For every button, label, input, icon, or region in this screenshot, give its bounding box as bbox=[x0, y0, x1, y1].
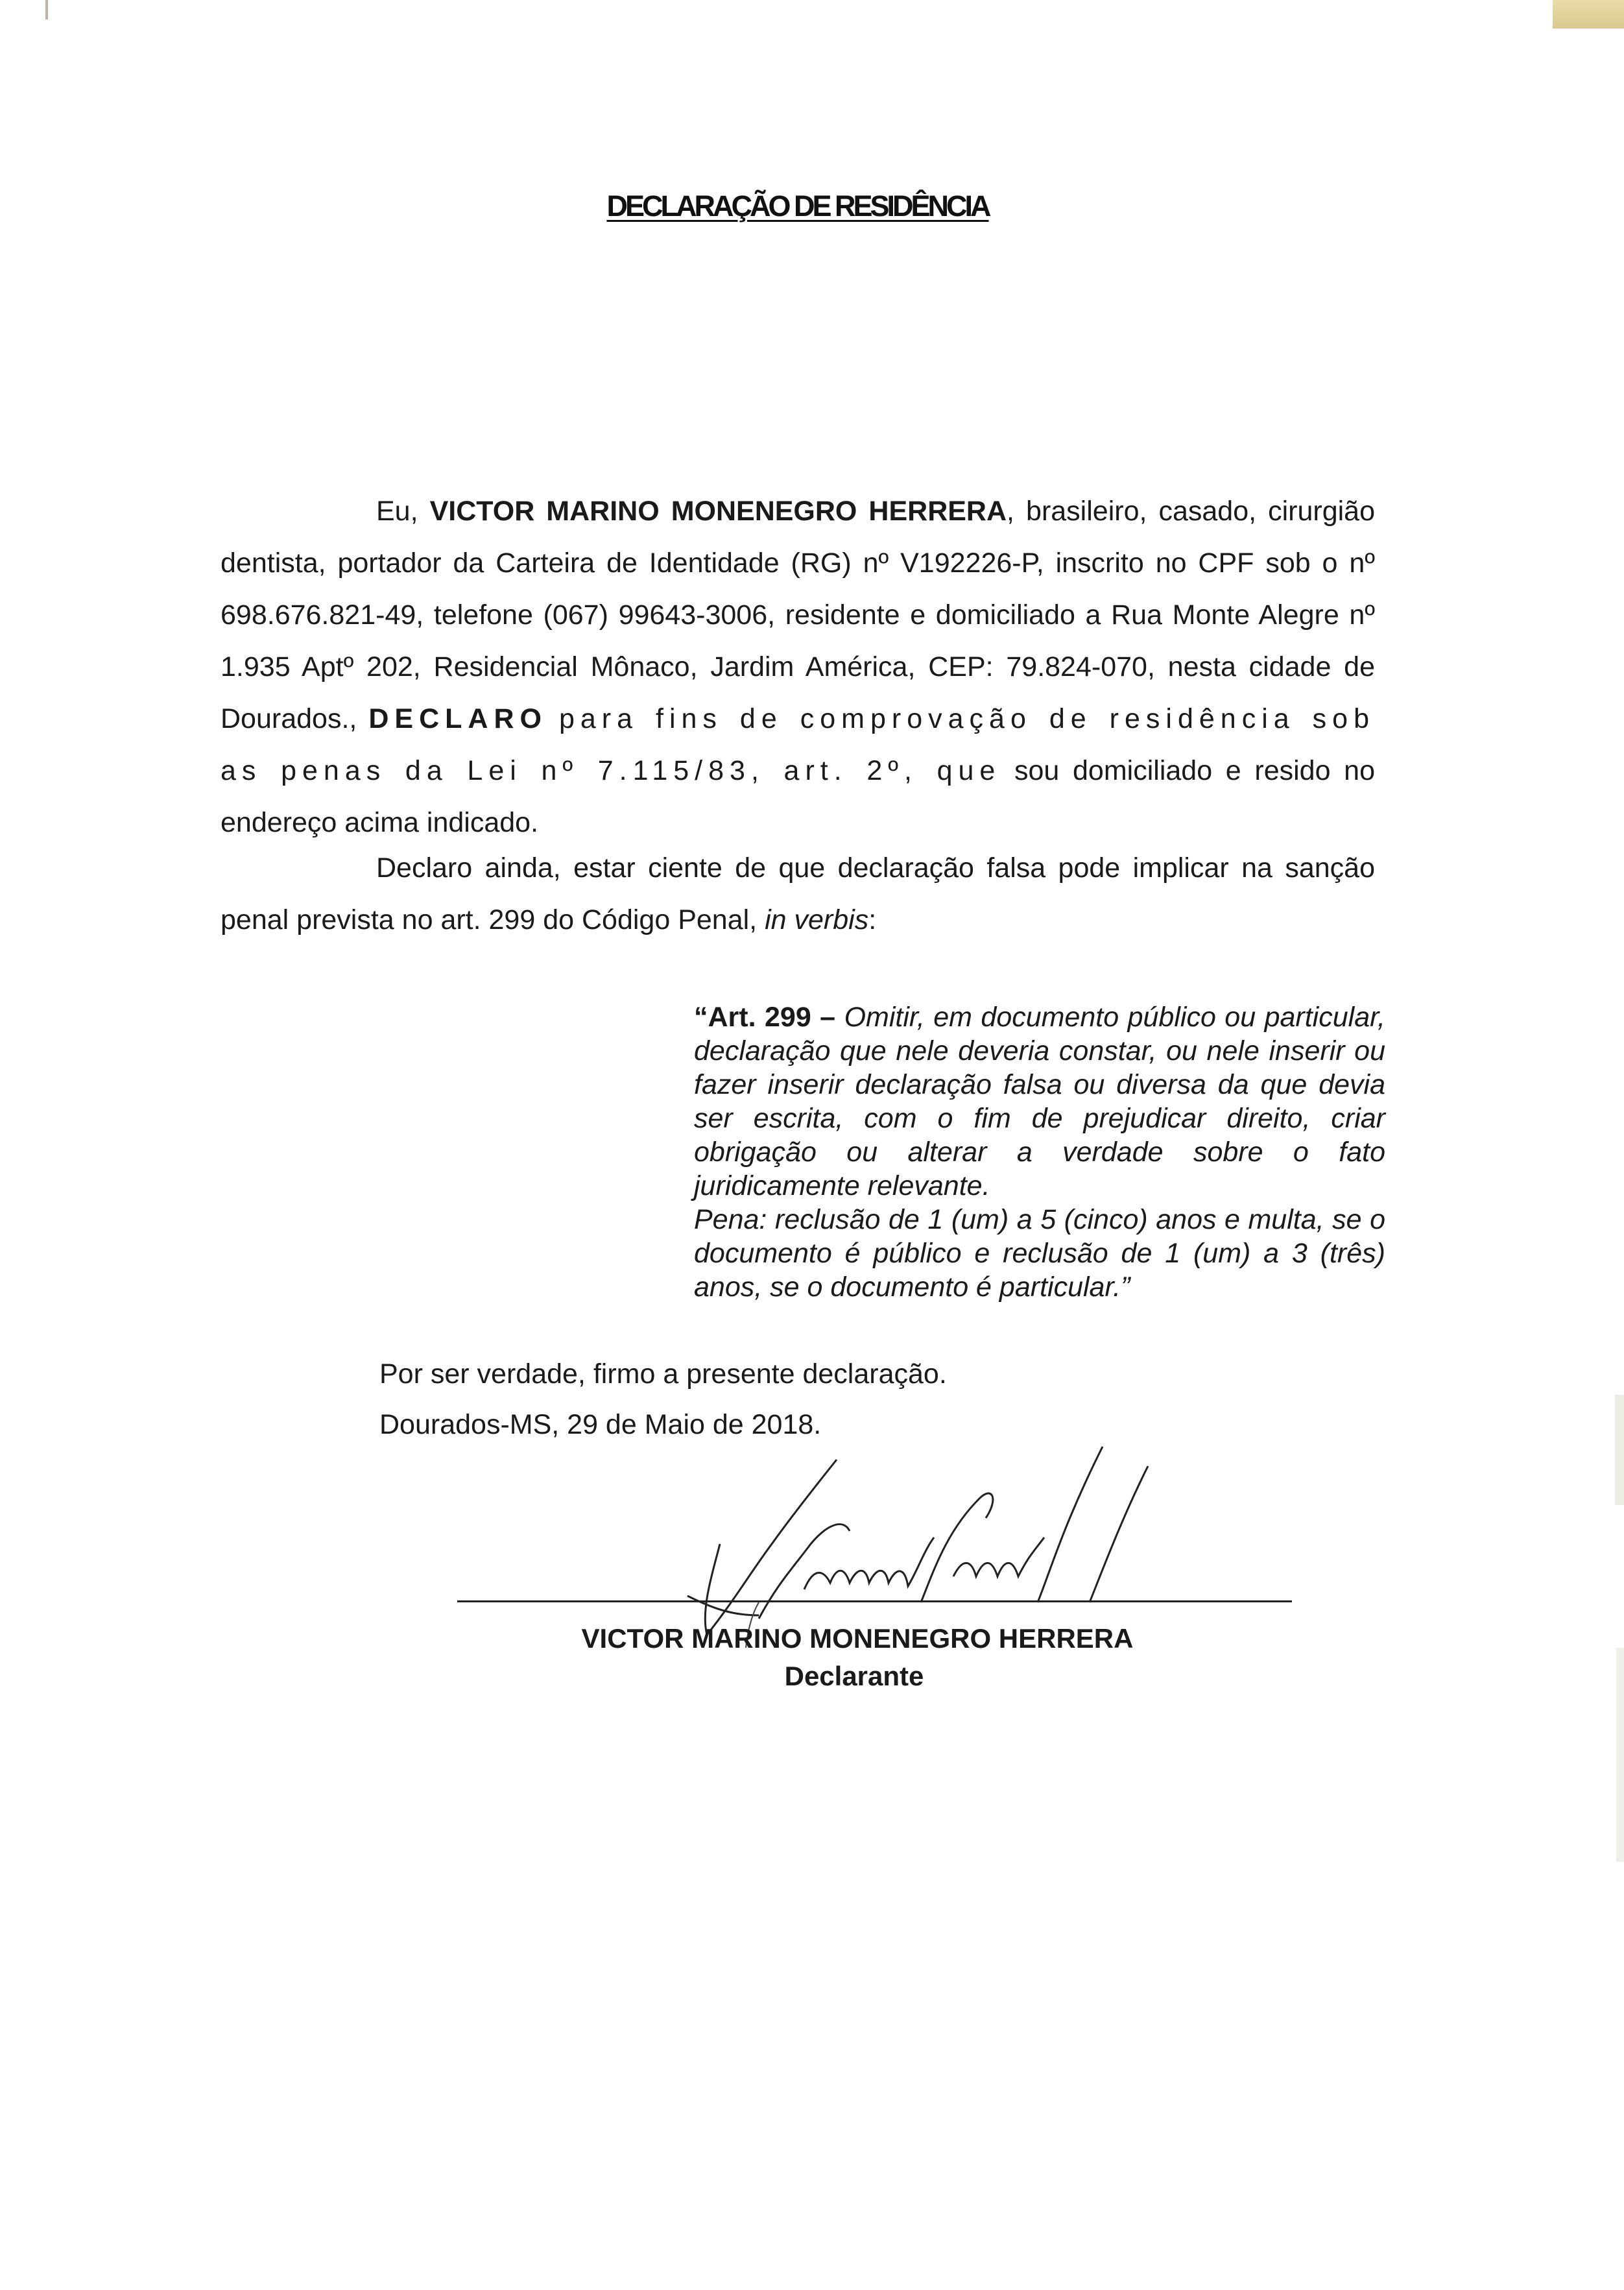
awareness-text: Declaro ainda, estar ciente de que declaração falsa pode implicar na sanção penal prevista no art. 299 do Código Penal, bbox=[221, 852, 1375, 935]
awareness-paragraph bbox=[221, 842, 1375, 946]
place-date: Dourados-MS, 29 de Maio de 2018. bbox=[379, 1409, 822, 1440]
declaration-closing: sou domiciliado e resido no endereço acima indicado. bbox=[221, 755, 1375, 838]
scan-edge-mark bbox=[1553, 0, 1624, 29]
legal-quote bbox=[694, 1000, 1385, 1304]
scan-edge-mark bbox=[1615, 1395, 1624, 1505]
signature-line bbox=[457, 1600, 1292, 1602]
declaration-details: , brasileiro, casado, cirurgião dentista, portador da Carteira de Identidade (RG) nº V192226-P, inscrito no CPF sob o nº 698.676.821-49, telefone (067) 99643-3006, residente e domiciliado a Rua Monte Alegre nº 1.935 Aptº 202, Residencial Mônaco, Jardim América, CEP: 79.824-070, nesta cidade de Dourados., bbox=[221, 496, 1376, 734]
intro-text: Eu, bbox=[376, 496, 418, 527]
quote-body: Omitir, em documento público ou particular, declaração que nele deveria constar, ou nele inserir ou fazer inserir declaração falsa ou diversa da que devia ser escrita, com o fim de prejudicar direito, criar obrigação ou alterar a verdade sobre o fato juridicamente relevante. bbox=[694, 1002, 1386, 1201]
quote-penalty: Pena: reclusão de 1 (um) a 5 (cinco) anos e multa, se o documento é público e reclusão de 1 (um) a 3 (três) anos, se o documento é particular.” bbox=[694, 1204, 1385, 1303]
colon-text: : bbox=[868, 904, 877, 935]
quote-open-mark: “ bbox=[694, 1002, 708, 1033]
declarant-name: VICTOR MARINO MONENEGRO HERRERA bbox=[429, 496, 1007, 527]
signatory-name: VICTOR MARINO MONENEGRO HERRERA bbox=[581, 1623, 1134, 1654]
scan-edge-mark bbox=[45, 0, 48, 19]
declaration-purpose: para fins de comprovação de residência sob as penas da Lei nº 7.115/83, art. 2º, que bbox=[221, 703, 1375, 786]
document-title: DECLARAÇÃO DE RESIDÊNCIA bbox=[606, 189, 989, 223]
signatory-role: Declarante bbox=[784, 1661, 924, 1691]
closing-statement: Por ser verdade, firmo a presente declaração. bbox=[379, 1358, 947, 1390]
in-verbis-text: in verbis bbox=[765, 904, 869, 935]
quote-article: Art. 299 – bbox=[708, 1002, 836, 1033]
declaration-paragraph bbox=[221, 485, 1375, 849]
declaro-keyword: DECLARO bbox=[368, 703, 547, 734]
